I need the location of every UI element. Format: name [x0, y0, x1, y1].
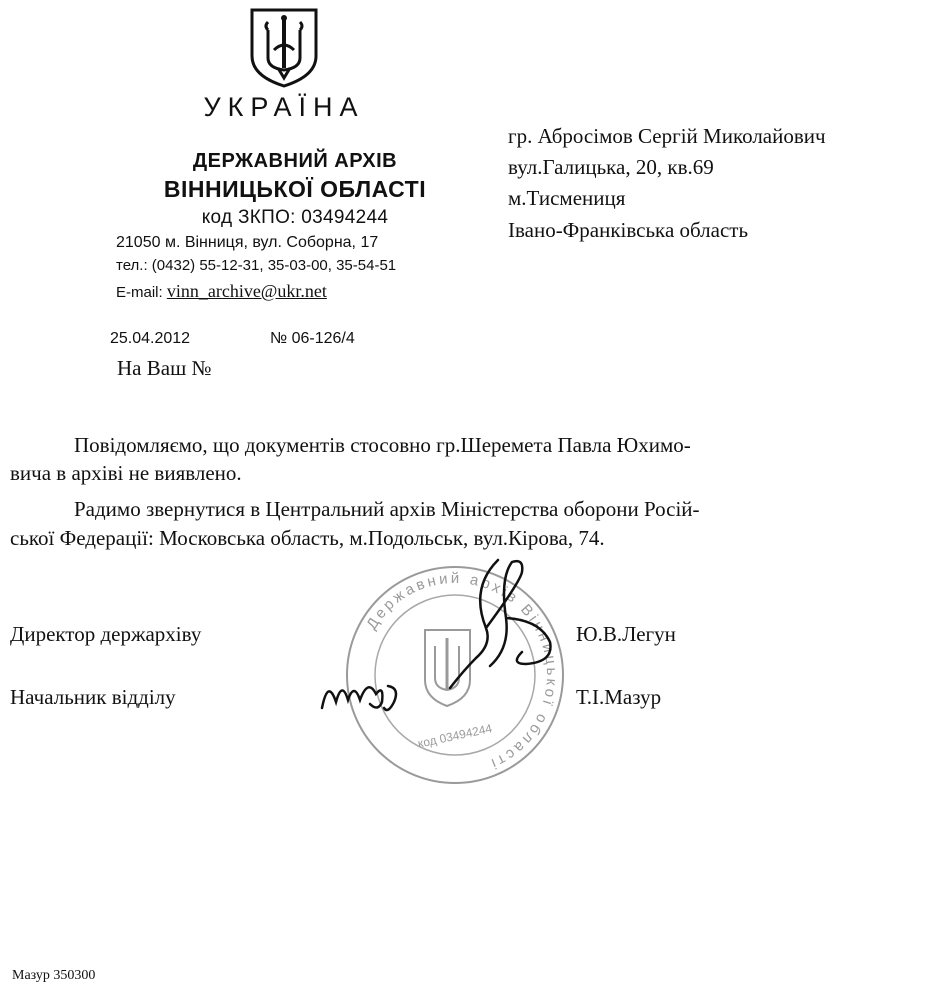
archive-name-line2: ВІННИЦЬКОЇ ОБЛАСТІ	[163, 176, 427, 202]
body-line: Радимо звернутися в Центральний архів Міністерства оборони Росій-	[74, 497, 700, 521]
recipient-street: вул.Галицька, 20, кв.69	[508, 155, 714, 179]
body-line: вича в архіві не виявлено.	[10, 461, 242, 485]
document-number: № 06-126/4	[270, 330, 355, 347]
director-title: Директор держархіву	[10, 622, 202, 646]
recipient-region: Івано-Франківська область	[508, 218, 749, 242]
author-note: Мазур 350300	[12, 968, 96, 983]
archive-email-row	[116, 281, 496, 302]
coat-of-arms-icon	[248, 6, 320, 90]
body-line: ської Федерації: Московська область, м.Подольськ, вул.Кірова, 74.	[10, 526, 605, 550]
archive-code: код ЗКПО: 03494244	[201, 207, 389, 228]
svg-text:код 03494244: код 03494244	[416, 721, 494, 751]
svg-text:Державний архів Вінницької обл: Державний архів Вінницької області	[363, 569, 561, 774]
reply-reference: На Ваш №	[117, 356, 212, 380]
head-name: Т.І.Мазур	[576, 685, 662, 709]
head-title: Начальник відділу	[10, 685, 176, 709]
body-line: Повідомляємо, що документів стосовно гр.Шеремета Павла Юхимо-	[74, 433, 691, 457]
head-signature	[318, 668, 402, 716]
email-label: E-mail:	[116, 284, 167, 301]
archive-address: 21050 м. Вінниця, вул. Соборна, 17	[116, 234, 379, 251]
recipient-city: м.Тисмениця	[508, 186, 626, 210]
country-title: УКРАЇНА	[203, 92, 365, 122]
archive-phone: тел.: (0432) 55-12-31, 35-03-00, 35-54-51	[116, 257, 397, 274]
recipient-name: гр. Абросімов Сергій Миколайович	[508, 124, 826, 148]
archive-name-line1: ДЕРЖАВНИЙ АРХІВ	[192, 150, 398, 172]
director-name: Ю.В.Легун	[576, 622, 676, 646]
email-link[interactable]: vinn_archive@ukr.net	[166, 281, 327, 301]
document-date: 25.04.2012	[110, 330, 191, 347]
director-signature	[430, 548, 570, 698]
